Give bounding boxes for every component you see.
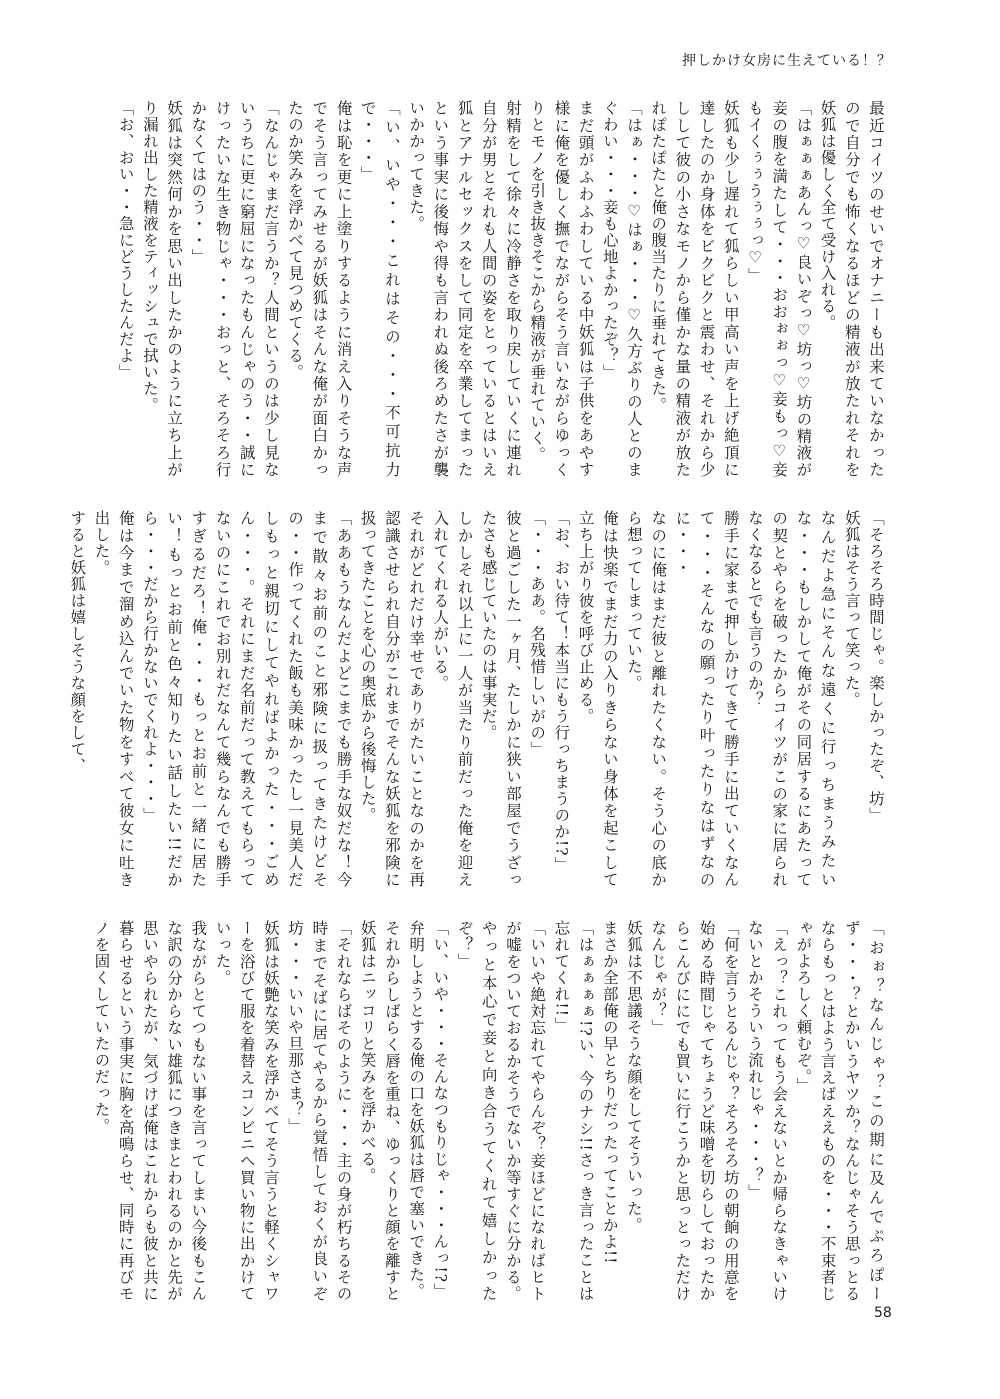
paragraph: 妖狐は不思議そうな顔をしてそういった。 [624, 920, 643, 1234]
paragraph: 「ああもうなんだよどこまでも勝手な奴だな！今まで散々お前のこと邪険に扱ってきたけどその・・作ってくれた飯も美味かったし一見美人だしもっと親切にしてやればよかった・・・ごめん・・・。それにまだ名前だって教えてもらってないのにこれでお別れだなんて幾らなんでも勝手すぎるだろ！俺・・・もっとお前と一緒に居たい！もっとお前と色々知りたい話したい!!だから・・・だから行かないでくれよ・・・」 [140, 510, 353, 888]
text-tier-1 [116, 100, 888, 478]
paragraph: しかしそれ以上に一人が当たり前だった俺を迎え入れてくれる人がいる。 [431, 510, 474, 888]
paragraph: 「はぁぁぁあんっ♡良いぞっ♡坊っ♡坊の精液が妾の腹を満たして・・・おおぉぉっ♡妾もっ♡妾もイくぅぅうぅぅっ♡」 [745, 100, 813, 478]
paragraph: 「いいや絶対忘れてやらんぞ？妾ほどになればヒトが嘘をついておるかそうでないか等すぐに分かる。やっと本心で妾と向き合うてくれて嬉しかったぞ？」 [455, 920, 547, 1302]
paragraph: 「それならばそのように・・・主の身が朽ちるその時までそばに居てやるから覚悟しておくが良いぞ坊・・・いいや旦那さま？」 [286, 920, 353, 1302]
paragraph: 俺は快楽でまだ力の入りきらない身体を起こして立ち上がり彼を呼び止める。 [576, 510, 619, 888]
paragraph: 俺は今まで溜め込んでいた物をすべて彼女に吐き出した。 [92, 510, 135, 888]
paragraph: 妖狐はそう言って笑った。 [842, 510, 861, 708]
paragraph: 「何を言うとるんじゃ？そろそろ坊の朝餉の用意を始める時間じゃてちょうど味噌を切らしておったからこんびににでも買いに行こうかと思っとっただけなんじゃが？」 [649, 920, 740, 1302]
paragraph: 妖狐も少し遅れて狐らしい甲高い声を上げ絶頂に達したのか身体をビクビクと震わせ、それから少しして彼の小さなモノから僅かな量の精液が放たれぽたぽたと俺の腹当たりに垂れてきた。 [649, 100, 740, 478]
paragraph: まさか全部俺の早とちりだったってことかよ!! [600, 920, 619, 1265]
paragraph: 「・・・ああ。名残惜しいがの」 [528, 510, 547, 758]
paragraph: なのに俺はまだ彼と離れたくない。そう心の底から想ってしまっていた。 [624, 510, 668, 888]
text-tier-3 [92, 920, 888, 1302]
paragraph: すると妖狐は嬉しそうな顔をして、 [68, 510, 87, 774]
paragraph: 射精をして徐々に冷静さを取り戻していくに連れ自分が男とそれも人間の姿をとっているとはいえ狐とアナルセックスをして同定を卒業してまったという事実に後悔や得も言われぬ後ろめたさが襲いかかってきた。 [407, 100, 522, 478]
paragraph: 彼と過ごした一ヶ月、たしかに狭い部屋でうざったさも感じていたのは事実だ。 [479, 510, 522, 888]
text-tier-2 [68, 510, 888, 888]
paragraph: 「なんじゃまだ言うか？人間というのは少し見ないうちに更に窮屈になったもんじゃのう・・誠にけったいな生き物じゃ・・・おっと、そろそろ行かなくてはのう・・」 [189, 100, 280, 478]
paragraph: それがどれだけ幸せでありがたいことなのかを再認識させられ自分がこれまでそんな妖狐を邪険に扱ってきたことを心の奥底から後悔した。 [358, 510, 426, 888]
paragraph: 勝手に家まで押しかけてきて勝手に出ていくなんて・・・そんなの願ったり叶ったりなはずなのに・・・ [673, 510, 740, 888]
running-title: 押しかけ女房に生えている！？ [682, 53, 892, 69]
paragraph: 弁明しようとする俺の口を妖狐は唇で塞いできた。 [407, 920, 426, 1300]
paragraph: それからしばらく唇を重ね、ゆっくりと顔を離すと妖狐はニッコリと笑みを浮かべる。 [358, 920, 401, 1302]
paragraph: 「はぁぁぁぁ!?い、今のナシ!!さっき言ったことは忘れてくれ!!」 [552, 920, 595, 1302]
paragraph: 「い、いや・・・これはその・・・不可抗力で・・・」 [358, 100, 401, 478]
paragraph: まだ頭がふわふわしている中妖狐は子供をあやす様に俺を優しく撫でながらそう言いながらゆっくりとモノを引き抜きそこから精液が垂れていく。 [528, 100, 595, 478]
paragraph: 最近コイツのせいでオナニーも出来ていなかったので自分でも怖くなるほどの精液が放たれそれを妖狐は優しく全て受け入れる。 [818, 100, 885, 478]
paragraph: 妖狐は妖艶な笑みを浮かべてそう言うと軽くシャワーを浴びて服を着替えコンビニへ買い物に出かけていった。 [213, 920, 280, 1302]
paragraph: なんだよ急にそんな遠くに行っちまうみたいな・・・もしかして俺がその同居するにあたっての契とやらを破ったからコイツがこの家に居られなくなるとでも言うのか？ [745, 510, 837, 888]
paragraph: 「はぁ・・・♡はぁ・・・♡久方ぶりの人とのまぐわい・・・妾も心地よかったぞ？」 [600, 100, 643, 478]
paragraph: 「お、おい・・急にどうしたんだよ」 [116, 100, 135, 381]
paragraph: 「い、いや・・・そんなつもりじゃ・・・んっ!?」 [431, 920, 450, 1300]
paragraph: 妖狐は突然何かを思い出したかのように立ち上がり漏れ出した精液をティッシュで拭いた。 [140, 100, 184, 478]
paragraph: 我ながらとてつもない事を言ってしまい今後もこんな訳の分からない雄狐につきまとわれるのかと先が思いやられたが、気づけば俺はこれからも彼と共に暮らせるという事実に胸を高鳴らせ、同時に再びモノを固くしていたのだった。 [92, 920, 208, 1302]
paragraph: 俺は恥を更に上塗りするように消え入りそうな声でそう言ってみせるが妖狐はそんな俺が面白かったのか笑みを浮かべて見つめてくる。 [286, 100, 353, 478]
paragraph: 「えっ？これってもう会えないとか帰らなきゃいけないとかそういう流れじゃ・・・？」 [745, 920, 789, 1302]
page-number: 58 [874, 1305, 892, 1321]
paragraph: 「おぉ？なんじゃ？この期に及んでぷろぽーず・・・？とかいうヤツか？なんじゃそう思っとるならもっとはよう言えばええものを・・・不束者じゃがよろしく頼むぞ。」 [794, 920, 885, 1302]
paragraph: 「そろそろ時間じゃ。楽しかったぞ、坊」 [867, 510, 885, 824]
paragraph: 「お、おい待て！本当にもう行っちまうのか!?」 [552, 510, 571, 874]
